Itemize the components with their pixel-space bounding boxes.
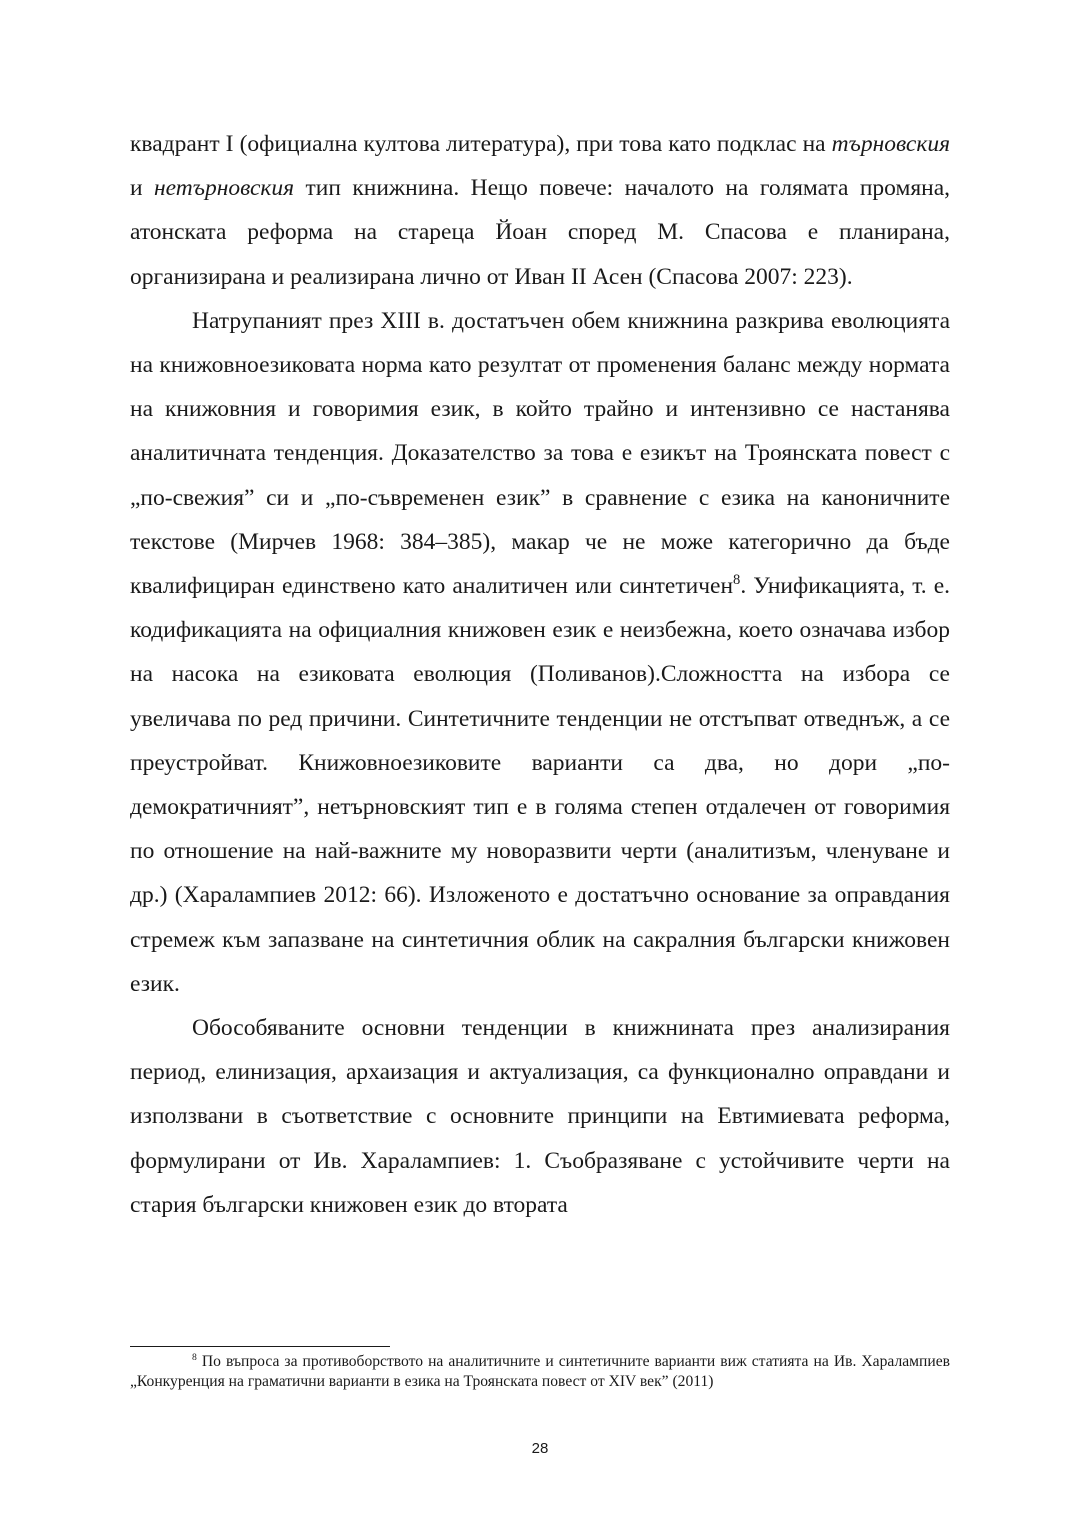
page-body <box>130 122 950 1227</box>
paragraph-1-text-a: квадрант I (официална култова литература), при това като подклас на <box>130 131 832 157</box>
paragraph-1-text-c: тип книжнина. Нещо повече: началото на голямата промяна, атонската реформа на стареца Йоан според М. Спасова е планирана, организирана и реализирана лично от Иван II Асен (Спасова 2007: 223). <box>130 175 951 290</box>
footnote-number: 8 <box>192 1351 197 1363</box>
paragraph-1-italic-netarnovski: нетърновския <box>154 175 295 202</box>
paragraph-2-text-a: Натрупаният през XIII в. достатъчен обем книжнина разкрива еволюцията на книжовноезиковата норма като резултат от променения баланс между нормата на книжовния и говоримия език, в който трайно и интензивно се настанява аналитичната тенденция. Доказателство за това е езикът на Троянската повест с „по-свежия” си и „по-съвременен език” в сравнение с езика на каноничните текстове (Мирчев 1968: 384–385), макар че не може категорично да бъде квалифициран единствено като аналитичен или синтетичен <box>130 307 950 600</box>
paragraph-2 <box>130 299 950 1006</box>
footnote-text: По въпроса за противоборството на аналитичните и синтетичните варианти виж статията на Ив. Харалампиев „Конкуренция на граматични варианти в езика на Троянската повест от XIV век” (2011) <box>130 1353 950 1390</box>
paragraph-1-italic-tarnovski: търновския <box>831 131 950 157</box>
footnote <box>130 1352 950 1392</box>
page-number: 28 <box>531 1440 549 1457</box>
paragraph-3 <box>130 1006 950 1227</box>
paragraph-1-text-b: и <box>130 175 154 202</box>
paragraph-2-text-b: . Унификацията, т. е. кодификацията на официалния книжовен език е неизбежна, което означава избор на насока на езиковата еволюция (Поливанов).Сложността на избора се увеличава по ред причини. Синтетичните тенденции не отстъпват отведнъж, а се преустройват. Книжовноезиковите варианти са два, но дори „по-демократичният”, нетърновският тип е в голяма степен отдалечен от говоримия по отношение на най-важните му новоразвити черти (аналитизъм, членуване и др.) (Харалампиев 2012: 66). Изложеното е достатъчно основание за оправдания стремеж към запазване на синтетичния облик на сакралния български книжовен език. <box>130 573 951 997</box>
paragraph-3-text: Обособяваните основни тенденции в книжнината през анализирания период, елинизация, архаизация и актуализация, са функционално оправдани и използвани в съответствие с основните принципи на Евтимиевата реформа, формулирани от Ив. Харалампиев: 1. Съобразяване с устойчивите черти на стария български книжовен език до втората <box>130 1015 950 1218</box>
footnote-separator <box>130 1346 390 1347</box>
paragraph-1 <box>130 122 950 299</box>
footnote-reference: 8 <box>733 572 741 589</box>
